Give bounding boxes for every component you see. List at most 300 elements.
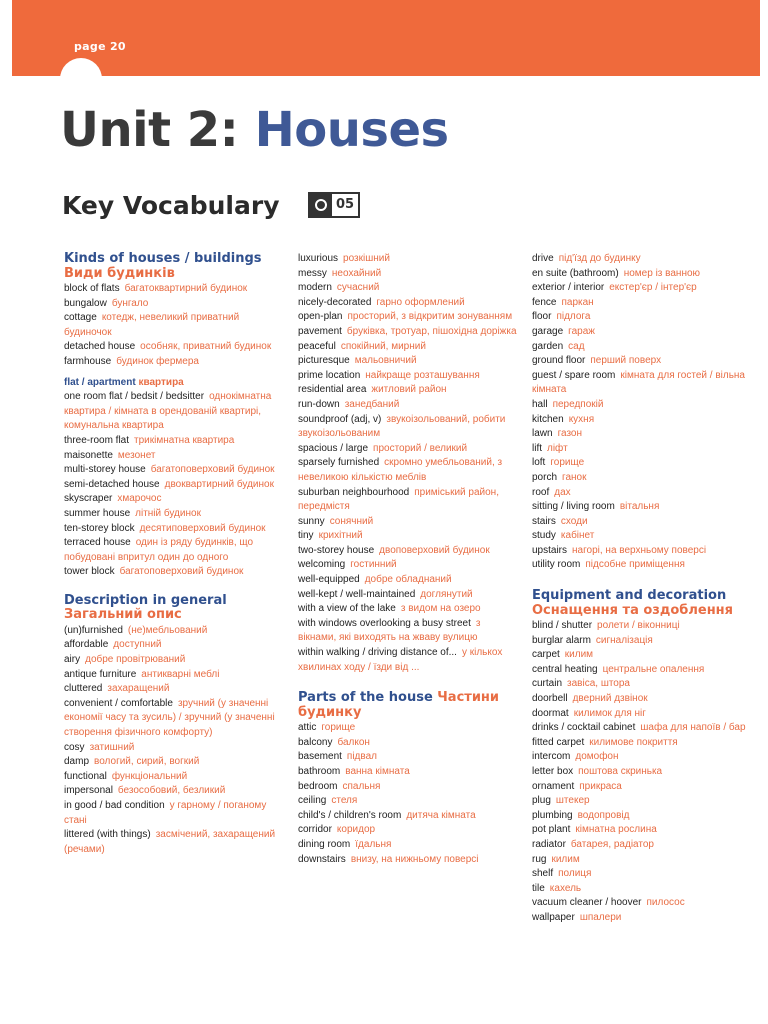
term-en: three-room flat <box>64 434 130 446</box>
term-en: drinks / cocktail cabinet <box>532 722 636 734</box>
term-uk: кабінет <box>560 530 595 542</box>
term-en: hall <box>532 398 548 410</box>
term-uk: звукоізольований, робити звукоізольованим <box>298 413 506 440</box>
vocab-entry <box>298 646 520 675</box>
vocab-entry <box>532 736 754 751</box>
term-uk: пилосос <box>646 897 685 909</box>
vocab-entry <box>298 765 520 780</box>
term-en: detached house <box>64 341 136 353</box>
term-uk: передпокій <box>552 398 604 410</box>
term-en: shelf <box>532 868 554 880</box>
vocab-entry <box>64 668 284 683</box>
term-uk: ганок <box>562 471 587 483</box>
term-uk: килимок для ніг <box>573 707 646 719</box>
term-en: loft <box>532 457 546 469</box>
vocab-entry <box>532 413 754 428</box>
term-en: burglar alarm <box>532 634 591 646</box>
vocab-entry <box>64 536 284 565</box>
term-en: well-kept / well-maintained <box>298 588 416 600</box>
vocab-column-3 <box>532 252 754 926</box>
vocab-entry <box>64 653 284 668</box>
vocab-entry <box>64 340 284 355</box>
term-en: block of flats <box>64 283 120 294</box>
term-en: affordable <box>64 639 109 651</box>
term-uk: неохайний <box>331 267 382 279</box>
vocab-entry <box>298 267 520 282</box>
vocab-entry <box>64 297 284 312</box>
term-en: exterior / interior <box>532 282 605 294</box>
term-en: tower block <box>64 566 115 578</box>
term-en: stairs <box>532 515 556 527</box>
term-en: spacious / large <box>298 442 369 454</box>
term-en: antique furniture <box>64 668 137 680</box>
vocab-entry <box>64 565 284 580</box>
term-en: sunny <box>298 515 325 527</box>
vocab-entry <box>298 529 520 544</box>
vocab-entry <box>532 515 754 530</box>
term-uk: розкішний <box>343 253 390 264</box>
term-uk: домофон <box>575 751 619 763</box>
vocab-entry <box>532 882 754 897</box>
vocab-entry <box>298 736 520 751</box>
vocab-entry <box>532 398 754 413</box>
term-en: radiator <box>532 838 566 850</box>
term-en: plug <box>532 795 551 807</box>
vocab-entry <box>64 463 284 478</box>
vocab-entry <box>532 838 754 853</box>
vocab-entry <box>532 750 754 765</box>
vocab-entry <box>532 500 754 515</box>
term-uk: підвал <box>346 751 377 763</box>
term-uk: доступний <box>113 639 162 651</box>
term-en: cluttered <box>64 683 103 695</box>
vocab-entry <box>64 697 284 741</box>
heading-equipment: Equipment and decoration Оснащення та оздоблення <box>532 588 734 618</box>
term-en: peaceful <box>298 340 336 352</box>
vocab-entry <box>532 267 754 282</box>
term-uk: їдальня <box>355 838 392 850</box>
vocab-entry <box>64 770 284 785</box>
vocab-entry <box>532 780 754 795</box>
term-uk: сходи <box>560 515 588 527</box>
vocab-entry <box>298 838 520 853</box>
term-en: bathroom <box>298 766 341 777</box>
vocab-entry <box>298 369 520 384</box>
vocab-entry <box>532 325 754 340</box>
term-en: tile <box>532 882 545 894</box>
vocab-entry <box>64 478 284 493</box>
term-en: impersonal <box>64 785 113 797</box>
term-uk: спальня <box>342 780 381 792</box>
vocab-entry <box>64 355 284 370</box>
vocab-entry <box>532 471 754 486</box>
term-en: wallpaper <box>532 911 575 923</box>
term-uk: поштова скринька <box>578 766 663 777</box>
unit-title <box>60 100 449 160</box>
term-en: summer house <box>64 507 131 519</box>
term-uk: з видом на озеро <box>400 603 481 615</box>
term-en: functional <box>64 770 107 782</box>
vocab-entry <box>64 799 284 828</box>
vocab-entry <box>532 281 754 296</box>
term-en: one room flat / bedsit / bedsitter <box>64 391 205 403</box>
vocab-entry <box>298 823 520 838</box>
vocab-entry <box>298 558 520 573</box>
section-title: Key Vocabulary <box>62 191 280 220</box>
term-en: lift <box>532 442 542 454</box>
unit-topic: Houses <box>254 102 449 158</box>
term-uk: котедж, невеликий приватний будиночок <box>64 312 240 338</box>
term-en: guest / spare room <box>532 369 616 381</box>
term-en: kitchen <box>532 413 564 425</box>
term-uk: горище <box>550 457 585 469</box>
vocab-entry <box>298 398 520 413</box>
term-en: doorbell <box>532 693 568 705</box>
term-en: with a view of the lake <box>298 603 396 615</box>
term-uk: один із ряду будинків, що побудовані впритул один до одного <box>64 537 254 563</box>
term-uk: десятиповерховий будинок <box>139 522 266 534</box>
term-uk: спокійний, мирний <box>340 340 426 352</box>
term-uk: перший поверх <box>590 355 662 367</box>
term-en: bungalow <box>64 297 107 309</box>
page-number: page 20 <box>74 40 126 53</box>
vocab-entry <box>298 794 520 809</box>
term-en: residential area <box>298 384 367 396</box>
term-uk: батарея, радіатор <box>570 838 654 850</box>
term-uk: вітальня <box>619 501 660 513</box>
vocab-entry <box>532 486 754 501</box>
term-en: (un)furnished <box>64 624 123 636</box>
term-uk: внизу, на нижньому поверсі <box>350 853 479 865</box>
vocab-entry <box>64 449 284 464</box>
term-uk: екстер'єр / інтер'єр <box>609 282 697 294</box>
term-en: lawn <box>532 428 553 440</box>
vocab-entry <box>532 765 754 780</box>
term-en: within walking / driving distance of... <box>298 647 457 659</box>
term-en: child's / children's room <box>298 809 402 821</box>
term-uk: паркан <box>561 296 594 308</box>
term-uk: горище <box>321 722 356 734</box>
vocab-entry <box>64 390 284 434</box>
term-en: cottage <box>64 312 97 324</box>
term-en: intercom <box>532 751 571 763</box>
term-en: maisonette <box>64 449 113 461</box>
term-uk: скромно умебльований, з невеликою кількістю меблів <box>298 457 503 483</box>
vocab-column-1 <box>64 252 284 857</box>
term-en: skyscraper <box>64 493 113 505</box>
vocab-entry <box>64 624 284 639</box>
vocab-entry <box>532 794 754 809</box>
term-uk: бруківка, тротуар, пішохідна доріжка <box>346 325 517 337</box>
term-uk: нагорі, на верхньому поверсі <box>572 544 707 556</box>
term-uk: двоповерховий будинок <box>379 544 490 556</box>
term-uk: будинок фермера <box>116 355 199 367</box>
term-uk: сонячний <box>329 515 374 527</box>
vocab-entry <box>532 456 754 471</box>
term-en: corridor <box>298 824 332 836</box>
term-uk: (не)мебльований <box>127 624 208 636</box>
vocab-entry <box>298 310 520 325</box>
term-en: garage <box>532 325 564 337</box>
term-uk: добре провітрюваний <box>85 654 186 666</box>
term-en: attic <box>298 722 317 734</box>
term-uk: хмарочос <box>117 493 162 505</box>
vocab-entry <box>64 434 284 449</box>
term-uk: безособовий, безликий <box>117 785 226 797</box>
term-uk: антикварні меблі <box>141 668 220 680</box>
term-en: drive <box>532 253 554 264</box>
vocab-entry <box>532 648 754 663</box>
vocab-entry <box>298 853 520 868</box>
term-uk: шпалери <box>579 911 622 923</box>
heading-kinds-of-houses: Kinds of houses / buildings Види будинків <box>64 251 262 281</box>
term-en: prime location <box>298 369 361 381</box>
term-en: letter box <box>532 766 574 777</box>
term-uk: килим <box>564 649 594 661</box>
vocab-column-2 <box>298 252 520 867</box>
term-en: en suite (bathroom) <box>532 267 619 279</box>
vocab-entry <box>298 456 520 485</box>
term-uk: функціональний <box>111 770 188 782</box>
vocab-entry <box>298 780 520 795</box>
term-en: plumbing <box>532 809 573 821</box>
term-uk: сучасний <box>336 282 380 294</box>
term-en: convenient / comfortable <box>64 697 173 709</box>
vocab-entry <box>64 755 284 770</box>
vocab-entry <box>532 867 754 882</box>
term-en: floor <box>532 311 552 323</box>
term-en: dining room <box>298 838 351 850</box>
term-uk: газон <box>557 428 583 440</box>
vocab-entry <box>532 296 754 311</box>
term-en: garden <box>532 340 564 352</box>
term-uk: штекер <box>555 795 590 807</box>
audio-track-number: 05 <box>336 197 355 212</box>
term-uk: житловий район <box>371 384 447 396</box>
term-uk: під'їзд до будинку <box>558 253 641 264</box>
term-en: basement <box>298 751 342 763</box>
vocab-entry <box>532 354 754 369</box>
vocab-entry <box>298 588 520 603</box>
vocab-entry <box>298 325 520 340</box>
audio-track-button[interactable] <box>308 192 360 218</box>
term-uk: килим <box>551 853 580 865</box>
vocab-entry <box>532 427 754 442</box>
term-en: curtain <box>532 678 563 690</box>
term-uk: добре обладнаний <box>364 574 452 586</box>
term-uk: дитяча кімната <box>406 809 476 821</box>
term-en: fence <box>532 296 557 308</box>
term-en: blind / shutter <box>532 620 593 632</box>
vocab-entry <box>298 281 520 296</box>
audio-cd-icon <box>310 194 332 216</box>
term-en: welcoming <box>298 559 346 571</box>
term-en: pavement <box>298 325 342 337</box>
term-uk: приміський район, передмістя <box>298 486 499 513</box>
vocab-entry <box>64 638 284 653</box>
vocab-entry <box>532 809 754 824</box>
term-uk: особняк, приватний будинок <box>140 341 272 353</box>
term-uk: балкон <box>337 736 370 748</box>
term-uk: засмічений, захаращений (речами) <box>64 829 276 855</box>
vocab-entry <box>298 617 520 646</box>
term-uk: полиця <box>558 868 592 880</box>
term-uk: килимове покриття <box>589 736 678 748</box>
term-en: sitting / living room <box>532 501 615 513</box>
term-uk: кухня <box>568 413 595 425</box>
term-en: damp <box>64 756 90 768</box>
vocab-entry <box>298 544 520 559</box>
term-en: downstairs <box>298 853 346 865</box>
vocab-entry <box>532 677 754 692</box>
term-en: picturesque <box>298 355 350 367</box>
term-uk: захаращений <box>107 683 170 695</box>
term-uk: вологий, сирий, вогкий <box>94 756 200 768</box>
term-uk: затишний <box>89 741 135 753</box>
vocab-entry <box>532 721 754 736</box>
term-en: pot plant <box>532 824 571 836</box>
term-en: ten-storey block <box>64 522 135 534</box>
term-en: with windows overlooking a busy street <box>298 617 471 629</box>
term-uk: ліфт <box>547 442 568 454</box>
vocab-entry <box>298 515 520 530</box>
term-uk: стеля <box>331 795 358 807</box>
term-uk: у кількох хвилинах ходу / їзди від ... <box>298 647 503 673</box>
term-uk: водопровід <box>577 809 630 821</box>
term-uk: доглянутий <box>420 588 473 600</box>
term-uk: кімната для гостей / вільна кімната <box>532 369 745 396</box>
vocab-entry <box>532 634 754 649</box>
term-uk: крихітний <box>318 530 363 542</box>
vocab-entry <box>298 602 520 617</box>
vocab-entry <box>532 544 754 559</box>
vocab-entry <box>532 252 754 267</box>
header-tab-circle <box>60 58 102 100</box>
vocab-entry <box>298 340 520 355</box>
term-en: in good / bad condition <box>64 800 165 811</box>
vocab-entry <box>298 413 520 442</box>
vocab-entry <box>298 809 520 824</box>
term-uk: мезонет <box>117 449 156 461</box>
term-en: well-equipped <box>298 574 360 586</box>
term-en: tiny <box>298 530 314 542</box>
term-uk: просторий / великий <box>373 442 468 454</box>
vocab-entry <box>532 896 754 911</box>
term-en: farmhouse <box>64 355 112 367</box>
term-uk: просторий, з відкритим зонуванням <box>347 311 513 323</box>
vocab-entry <box>532 663 754 678</box>
vocab-entry <box>532 369 754 398</box>
term-uk: трикімнатна квартира <box>134 434 235 446</box>
term-en: fitted carpet <box>532 736 585 748</box>
term-en: cosy <box>64 741 85 753</box>
vocab-entry <box>298 252 520 267</box>
term-uk: мальовничий <box>354 355 417 367</box>
term-uk: завіса, штора <box>567 678 630 690</box>
term-uk: з вікнами, які виходять на жваву вулицю <box>298 617 481 644</box>
vocab-entry <box>298 486 520 515</box>
vocab-entry <box>64 311 284 340</box>
term-en: sparsely furnished <box>298 457 380 469</box>
vocab-entry <box>532 619 754 634</box>
term-en: multi-storey house <box>64 464 146 476</box>
vocab-entry <box>298 296 520 311</box>
vocab-entry <box>64 828 284 857</box>
term-uk: гостинний <box>350 559 397 571</box>
term-en: ceiling <box>298 795 327 807</box>
term-uk: сигналізація <box>595 634 653 646</box>
term-uk: гараж <box>568 325 595 337</box>
term-uk: дах <box>554 486 571 498</box>
vocab-entry <box>532 692 754 707</box>
term-en: bedroom <box>298 780 338 792</box>
term-uk: дверний дзвінок <box>572 693 648 705</box>
term-uk: ролети / віконниці <box>597 620 680 632</box>
term-uk: гарно оформлений <box>376 296 465 308</box>
term-en: two-storey house <box>298 544 375 556</box>
vocab-entry <box>532 310 754 325</box>
vocab-entry <box>64 784 284 799</box>
term-uk: кахель <box>549 882 582 894</box>
term-uk: у гарному / поганому стані <box>64 800 267 826</box>
term-en: luxurious <box>298 253 339 264</box>
term-en: upstairs <box>532 544 568 556</box>
term-uk: ванна кімната <box>345 766 410 777</box>
term-uk: центральне опалення <box>602 663 705 675</box>
vocab-entry <box>64 741 284 756</box>
vocab-entry <box>532 340 754 355</box>
header-banner <box>12 0 760 76</box>
term-en: porch <box>532 471 558 483</box>
vocab-entry <box>64 507 284 522</box>
term-uk: підсобне приміщення <box>585 559 685 571</box>
vocab-entry <box>532 707 754 722</box>
term-uk: кімнатна рослина <box>575 824 657 836</box>
term-uk: літній будинок <box>135 507 201 519</box>
vocab-entry <box>298 721 520 736</box>
vocab-entry <box>532 853 754 868</box>
term-uk: багатоповерховий будинок <box>119 566 244 578</box>
term-uk: найкраще розташування <box>365 369 480 381</box>
vocab-entry <box>64 282 284 297</box>
vocab-entry <box>532 529 754 544</box>
term-en: roof <box>532 486 550 498</box>
term-en: soundproof (adj, v) <box>298 413 382 425</box>
vocab-entry <box>532 442 754 457</box>
term-en: rug <box>532 853 547 865</box>
vocab-entry <box>64 522 284 537</box>
term-en: doormat <box>532 707 569 719</box>
term-uk: номер із ванною <box>623 267 701 279</box>
vocab-entry <box>298 354 520 369</box>
term-en: modern <box>298 282 332 294</box>
term-uk: підлога <box>556 311 591 323</box>
vocab-entry <box>298 383 520 398</box>
term-en: littered (with things) <box>64 829 151 841</box>
vocab-entry <box>298 750 520 765</box>
term-en: run-down <box>298 398 340 410</box>
term-uk: двоквартирний будинок <box>164 478 274 490</box>
term-en: utility room <box>532 559 581 571</box>
term-en: semi-detached house <box>64 478 160 490</box>
unit-number: Unit 2: <box>60 102 239 158</box>
term-en: vacuum cleaner / hoover <box>532 897 642 909</box>
vocab-entry <box>298 573 520 588</box>
term-en: nicely-decorated <box>298 296 372 308</box>
vocab-entry <box>532 823 754 838</box>
term-en: messy <box>298 267 327 279</box>
term-en: carpet <box>532 649 560 661</box>
